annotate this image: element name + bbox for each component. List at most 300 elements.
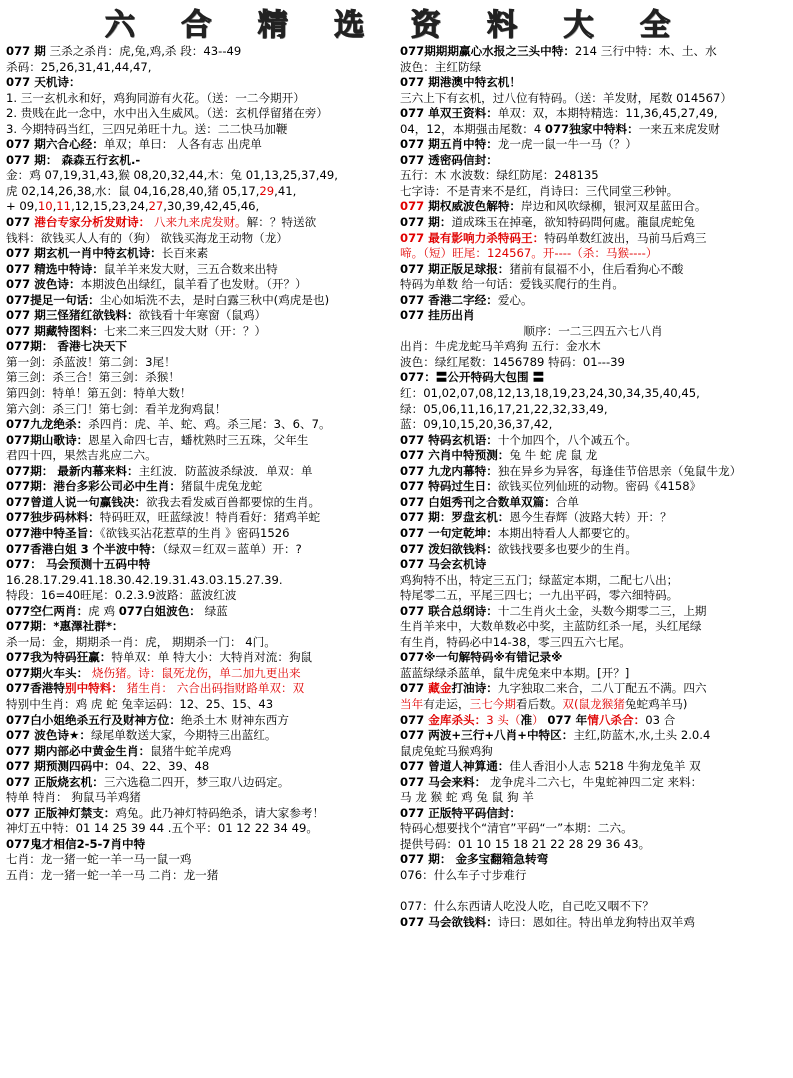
right-line-5-seg-0: 04，12，本期强击尾数：4 [400,121,545,136]
left-line-25-seg-1: 恩星入命四七吉，蟠枕熟时三五珠，父年生 [88,432,309,447]
right-line-25-seg-0: 077 特码玄机语： [400,432,498,447]
left-line-10-seg-2: , [52,199,57,214]
left-line-26 [6,448,392,464]
left-line-38 [6,635,392,651]
right-line-31-seg-1: 本期出特看人人都要它的。 [497,525,637,540]
left-line-1-seg-0: 杀码：25,26,31,41,44,47, [6,59,152,74]
right-line-42-seg-1: 有走运， [423,696,470,711]
left-line-30 [6,510,392,526]
right-line-28-seg-0: 077 特码过生日： [400,479,498,494]
right-line-56-seg-1: 诗曰：恩如往。特出单龙狗特出双羊鸡 [497,914,695,929]
right-line-43-seg-3: 准 [520,712,533,727]
right-line-1 [400,60,786,76]
right-line-14-seg-0: 077 期正版足球报： [400,261,510,276]
right-line-47-seg-1: 龙争虎斗二六七，牛鬼蛇神四二定 来料： [486,774,703,789]
right-line-16-seg-0: 077 香港二字经： [400,292,498,307]
right-line-30-seg-0: 077 期：罗盘玄机： [400,510,510,525]
right-line-52 [400,852,786,868]
right-line-15 [400,277,786,293]
left-line-53-seg-0: 五肖：龙一猪一蛇一羊一马 二肖：龙一猪 [6,867,219,882]
right-line-44-seg-0: 077 两波+三行+八肖+中特区： [400,728,574,743]
right-line-10-seg-2: 岸边和风吹绿柳，银河双星蓝田合。 [521,199,707,214]
left-line-14-seg-0: 077 精选中特诗： [6,261,104,276]
left-line-16-seg-0: 077提足一句话： [6,292,100,307]
left-line-42-seg-0: 特别中生肖：鸡 虎 蛇 兔幸运码：12、25、15、43 [6,696,274,711]
left-line-40-seg-0: 077期火车头： [6,665,89,680]
left-line-16-seg-1: 尘心如垢洗不去，是时白露三秋中(鸡虎是也) [99,292,330,307]
right-line-4 [400,106,786,122]
right-line-7-seg-0: 077 透密码信封： [400,152,498,167]
left-line-7-seg-0: 077 期： 森森五行玄机.- [6,152,141,167]
left-line-12 [6,231,392,247]
left-line-33 [6,557,392,573]
right-line-32 [400,542,786,558]
left-line-27-seg-1: 主红波．防蓝波杀绿波．单双：单 [138,463,313,478]
left-line-17 [6,308,392,324]
left-line-9-seg-0: 虎 02,14,26,38,水：鼠 04,16,28,40,猪 05,17, [6,183,260,198]
left-line-3 [6,91,392,107]
left-line-41-seg-0: 077香港特 [6,681,65,696]
right-line-43-seg-4: ） [532,712,544,727]
right-line-27-seg-1: 独在异乡为异客，每逢佳节倍思亲（兔鼠牛龙） [497,463,742,478]
left-line-10-seg-0: + 09, [6,199,38,214]
right-line-46 [400,759,786,775]
right-line-29-seg-0: 077 白姐秀刊之合数单双篇： [400,494,556,509]
left-line-15-seg-1: 本期波色出绿红，鼠羊看了也发财。（开？） [80,277,307,292]
right-line-39 [400,650,786,666]
left-line-34-seg-0: 16.28.17.29.41.18.30.42.19.31.43.03.15.27.39. [6,572,283,587]
left-line-19 [6,339,392,355]
left-line-11 [6,215,392,231]
right-line-43-seg-7: 情八杀合： [587,712,646,727]
right-line-38 [400,635,786,651]
right-line-41-seg-2: 打油诗： [451,681,498,696]
left-line-9-seg-1: 29 [259,183,275,198]
right-line-14 [400,262,786,278]
left-line-7 [6,153,392,169]
right-line-18-seg-0: 顺序：一二三四五六七八肖 [523,323,663,338]
left-line-36-seg-0: 077空仁两肖： [6,603,89,618]
left-line-35-seg-0: 特段：16=40旺尾：0.2.3.9波路：蓝波红波 [6,588,237,603]
right-line-43-seg-8: 03 合 [645,712,676,727]
left-line-47-seg-0: 077 正版烧玄机： [6,774,104,789]
right-line-42-seg-2: 三七今期 [469,696,516,711]
right-line-30 [400,510,786,526]
left-line-32 [6,542,392,558]
right-line-32-seg-1: 欲钱找要多也要少的生肖。 [497,541,637,556]
left-line-21 [6,370,392,386]
right-line-4-seg-1: 单双：双，本期特精选：11,36,45,27,49, [497,106,718,121]
right-line-35 [400,588,786,604]
left-line-52-seg-0: 七肖：龙一猪一蛇一羊一马一鼠一鸡 [6,852,192,867]
right-line-37 [400,619,786,635]
left-line-52 [6,852,392,868]
content-columns [6,44,787,930]
left-line-23-seg-0: 第六剑：杀三门！第七剑：看羊龙狗鸡鼠！ [6,401,227,416]
left-line-27 [6,464,392,480]
right-line-33 [400,557,786,573]
left-line-49 [6,806,392,822]
right-line-23-seg-0: 绿：05,06,11,16,17,21,22,32,33,49, [400,401,608,416]
left-line-13-seg-1: 长百来素 [161,246,209,261]
left-line-13-seg-0: 077 期玄机一肖中特玄机诗： [6,246,162,261]
left-line-44-seg-0: 077 波色诗★： [6,728,92,743]
right-line-40 [400,666,786,682]
left-line-45-seg-0: 077 期内部必中黄金生肖： [6,743,151,758]
left-line-11-seg-1: 港台专家分析发财诗： [34,215,151,230]
right-line-31-seg-0: 077 一句定乾坤： [400,525,498,540]
left-line-48 [6,790,392,806]
right-line-50 [400,821,786,837]
right-line-41-seg-1: 藏金 [428,681,452,696]
left-line-29-seg-0: 077曾道人说一句赢钱决： [6,494,147,509]
right-line-24 [400,417,786,433]
left-line-13 [6,246,392,262]
right-line-36-seg-0: 077 联合总纲诗： [400,603,498,618]
left-line-46-seg-0: 077 期预测四码中： [6,759,116,774]
right-line-43-seg-0: 077 [400,712,429,727]
right-line-41 [400,681,786,697]
right-line-38-seg-0: 有生肖，特码必中14-38，零三四五六七尾。 [400,634,631,649]
right-line-13 [400,246,786,262]
left-line-49-seg-0: 077 正版神灯禁支： [6,805,116,820]
left-line-3-seg-0: 1. 三一玄机永和好，鸡狗同游有火花。（送：一二今期开） [6,90,305,105]
right-line-52-seg-0: 077 期： 金多宝翻箱急转弯 [400,852,549,867]
right-line-54 [400,884,786,900]
left-line-19-seg-0: 077期： 香港七决天下 [6,339,127,354]
right-line-2 [400,75,786,91]
left-line-36 [6,604,392,620]
right-line-5-seg-2: 一来五来虎发财 [638,121,720,136]
right-line-45 [400,744,786,760]
right-line-39-seg-0: 077※一句解特码※有错记录※ [400,650,563,665]
left-line-15-seg-0: 077 波色诗： [6,277,81,292]
left-line-12-seg-0: 钱料：欲钱买人人有的（狗） 欲钱买海龙王动物（龙） [6,230,288,245]
left-line-10-seg-6: ,30,39,42,45,46, [163,199,260,214]
left-line-9-seg-2: ,41, [274,183,297,198]
left-line-39-seg-1: 特单双：单 特大小：大特肖对流：狗鼠 [111,650,313,665]
right-column [400,44,786,930]
left-line-31 [6,526,392,542]
left-line-18-seg-1: 七来二来三四发大财（开：？） [103,323,267,338]
right-line-36-seg-1: 十二生肖火土金，头数今期零二三，上期 [497,603,707,618]
left-line-0 [6,44,392,60]
right-line-55 [400,899,786,915]
right-line-25-seg-1: 十个加四个，八个减五个。 [497,432,637,447]
right-line-32-seg-0: 077 泼妇欲钱料： [400,541,498,556]
right-line-16 [400,293,786,309]
left-line-36-seg-1: 虎 鸡 [88,603,119,618]
right-line-9-seg-0: 七字诗：不是青来不是红，肖诗曰：三代同堂三秒钟。 [400,183,679,198]
left-line-43 [6,713,392,729]
left-line-24 [6,417,392,433]
right-line-43 [400,713,786,729]
left-line-11-seg-2: 八来九来虎发财。 [150,215,247,230]
left-line-23 [6,402,392,418]
right-line-42 [400,697,786,713]
right-line-6-seg-0: 077 期五肖中特： [400,137,498,152]
right-line-18 [400,324,786,340]
left-line-24-seg-0: 077九龙绝杀： [6,417,89,432]
left-line-11-seg-0: 077 [6,215,35,230]
right-line-34 [400,573,786,589]
left-line-28-seg-0: 077期：港台多彩公司必中生肖： [6,479,181,494]
right-line-27-seg-0: 077 九龙内幕特： [400,463,498,478]
page-title: 六 合 精 选 资 料 大 全 [104,8,689,43]
left-line-20-seg-0: 第一剑：杀蓝波！第二剑：3尾！ [6,354,176,369]
left-line-1 [6,60,392,76]
left-line-39-seg-0: 077我为特码狂赢： [6,650,112,665]
left-line-47-seg-1: 三六选稳二四开，梦三取八边码定。 [103,774,290,789]
left-line-35 [6,588,392,604]
right-line-48-seg-0: 马 龙 猴 蛇 鸡 兔 鼠 狗 羊 [400,790,534,805]
left-line-37 [6,619,392,635]
right-line-19 [400,339,786,355]
left-line-32-seg-0: 077香港白姐 3 个半波中特： [6,541,163,556]
left-line-44 [6,728,392,744]
right-line-36 [400,604,786,620]
right-line-29-seg-1: 合单 [555,494,579,509]
left-line-31-seg-0: 077港中特圣旨： [6,525,100,540]
right-line-37-seg-0: 生肖羊来中，大数单数必中奖，主蓝防红杀一尾，头红尾绿 [400,619,702,634]
right-line-40-seg-0: 蓝蓝绿绿杀蓝单，鼠牛虎兔来中本期。[开？] [400,665,630,680]
left-line-36-seg-2: 077白姐波色： [118,603,201,618]
left-line-46-seg-1: 04、22、39、48 [115,759,210,774]
left-line-28 [6,479,392,495]
right-line-12-seg-1: 特码单数红波出，马前马后鸡三 [544,230,707,245]
right-line-44-seg-1: 主红,防蓝木,水,土头 2.0.4 [573,728,711,743]
right-line-43-seg-6: 077 年 [547,712,588,727]
right-line-2-seg-0: 077 期港澳中特玄机！ [400,75,521,90]
right-line-10 [400,199,786,215]
left-line-36-seg-3: 绿蓝 [200,603,228,618]
right-line-48 [400,790,786,806]
left-line-8-seg-0: 金：鸡 07,19,31,43,猴 08,20,32,44,木：兔 01,13,25,37,49, [6,168,338,183]
left-line-44-seg-1: 绿尾单数送大家，今期特三出蓝红。 [91,728,277,743]
right-line-28 [400,479,786,495]
right-line-5 [400,122,786,138]
left-line-17-seg-1: 欲钱看十年寒窗（鼠鸡） [138,308,267,323]
right-line-24-seg-0: 蓝：09,10,15,20,36,37,42, [400,417,553,432]
right-line-51-seg-0: 提供号码：01 10 15 18 21 22 28 29 36 43。 [400,836,651,851]
left-line-22-seg-0: 第四剑：特单！第五剑：特单大数！ [6,386,192,401]
left-line-29 [6,495,392,511]
left-line-16 [6,293,392,309]
right-line-13-seg-0: 啼。（短）旺尾：124567。开----（杀：马猴----） [400,246,658,261]
left-line-50-seg-0: 神灯五中特：01 14 25 39 44 .五个平：01 12 22 34 49。 [6,821,318,836]
left-line-8 [6,168,392,184]
left-line-43-seg-1: 绝杀土木 财神东西方 [180,712,289,727]
right-line-12-seg-0: 077 最有影响力杀特码王： [400,230,545,245]
left-line-9 [6,184,392,200]
right-line-3-seg-0: 三六上下有玄机，过八位有特码。（送：羊发财，尾数 014567） [400,90,732,105]
right-line-0-seg-1: 214 三行中特：木、土、水 [574,44,717,58]
right-line-8-seg-0: 五行：木 水波数：绿红防尾：248135 [400,168,599,183]
left-line-28-seg-1: 猪鼠牛虎兔龙蛇 [180,479,263,494]
left-line-47 [6,775,392,791]
right-line-11-seg-1: 道成珠玉在掉毫，欲知特码問何處。龍鼠虎蛇兔 [451,215,695,230]
right-line-26-seg-1: 兔 牛 蛇 虎 鼠 龙 [509,448,598,463]
right-line-44 [400,728,786,744]
right-line-53-seg-0: 076：什么车子寸步难行 [400,867,527,882]
right-line-11-seg-0: 077 期： [400,215,452,230]
right-line-14-seg-1: 猪前有鼠福不小，住后看狗心不酸 [509,261,684,276]
left-line-6 [6,137,392,153]
right-line-42-seg-3: 看后数。 [515,696,563,711]
left-line-38-seg-0: 杀一局：金，期期杀一肖：虎， 期期杀一门： 4门。 [6,634,276,649]
right-line-0-seg-0: 077期期期赢心水报之三头中特： [400,44,575,58]
left-line-34 [6,573,392,589]
right-line-43-seg-1: 金库杀头： [428,712,487,727]
right-line-19-seg-0: 出肖：牛虎龙蛇马羊鸡狗 五行：金水木 [400,339,601,354]
left-line-5 [6,122,392,138]
left-line-43-seg-0: 077白小姐绝杀五行及财神方位： [6,712,181,727]
right-line-23 [400,402,786,418]
right-line-47 [400,775,786,791]
left-line-11-seg-3: 解：？特送欲 [246,215,317,230]
left-line-37-seg-0: 077期：*惠澤社群*： [6,619,124,634]
right-line-21-seg-0: 077：〓公开特码大包围 〓 [400,370,545,385]
right-line-10-seg-0: 077 [400,199,429,214]
right-line-1-seg-0: 波色：主红防绿 [400,59,482,74]
right-line-29 [400,495,786,511]
left-line-51-seg-0: 077鬼才相信2-5-7肖中特 [6,836,146,851]
right-line-26 [400,448,786,464]
left-line-17-seg-0: 077 期三怪猪红欲钱料： [6,308,139,323]
right-line-35-seg-0: 特尾零二五，平尾三四七；一九出平码，零六细特码。 [400,588,679,603]
left-line-18 [6,324,392,340]
left-line-45 [6,744,392,760]
right-line-47-seg-0: 077 马会来料： [400,774,487,789]
left-line-48-seg-0: 特单 特肖： 狗鼠马羊鸡猪 [6,790,141,805]
right-line-12 [400,231,786,247]
right-line-30-seg-1: 恩今生春辉（波路大转）开：？ [509,510,672,525]
left-line-0-seg-1: 三杀之杀肖：虎,兔,鸡,杀 段：43--49 [45,44,242,58]
right-line-27 [400,464,786,480]
left-line-15 [6,277,392,293]
left-line-42 [6,697,392,713]
right-line-21 [400,370,786,386]
left-line-25 [6,433,392,449]
left-line-10-seg-5: 27 [148,199,164,214]
right-line-25 [400,433,786,449]
right-line-49-seg-0: 077 正版特平码信封： [400,805,521,820]
right-line-46-seg-0: 077 曾道人神算通： [400,759,510,774]
right-line-6 [400,137,786,153]
left-line-25-seg-0: 077期山歌诗： [6,432,89,447]
left-column [6,44,392,930]
right-line-42-seg-4: 双(鼠龙猴猪 [562,696,625,711]
left-line-41-seg-2: 猪生肖： 六合出码指财路单双：双 [122,681,305,696]
right-line-20 [400,355,786,371]
right-line-7 [400,153,786,169]
left-line-51 [6,837,392,853]
left-line-20 [6,355,392,371]
right-line-34-seg-0: 鸡狗特不出，特定三五门；绿蓝定本期，二配七八出； [400,572,679,587]
left-line-24-seg-1: 杀四肖：虎、羊、蛇、鸡。杀三尾：3、6、7。 [88,417,331,432]
left-line-10-seg-4: ,12,15,23,24, [71,199,149,214]
right-line-56 [400,915,786,931]
left-line-33-seg-0: 077： 马会预测十五码中特 [6,557,151,572]
right-line-41-seg-3: 九字独取二来合，二八丁配五不满。四六 [497,681,707,696]
left-line-6-seg-0: 077 期六合心经： [6,137,104,152]
right-line-6-seg-1: 龙一虎一鼠一牛一马（？） [497,137,637,152]
right-line-51 [400,837,786,853]
left-line-40 [6,666,392,682]
left-line-2 [6,75,392,91]
right-line-42-seg-5: 兔蛇鸡羊马) [624,696,688,711]
right-line-31 [400,526,786,542]
right-line-20-seg-0: 波色：绿红尾数：1456789 特码：01---39 [400,354,625,369]
left-line-29-seg-1: 欲我去看发威百兽都要惊的生肖。 [146,494,321,509]
left-line-4-seg-0: 2. 贵贱在此一念中，水中出入生威风。（送：玄机俘留猪在旁） [6,106,328,121]
right-line-55-seg-0: 077：什么东西请人吃没人吃，自己吃又咽不下？ [400,899,655,914]
right-line-4-seg-0: 077 单双王资料： [400,106,498,121]
left-line-14-seg-1: 鼠羊羊来发大财，三五合数来出特 [103,261,278,276]
right-line-17-seg-0: 077 挂历出肖 [400,308,475,323]
left-line-27-seg-0: 077期： 最新内幕来料： [6,463,139,478]
right-line-10-seg-1: 期权威波色解特： [428,199,522,214]
left-line-41 [6,681,392,697]
left-line-0-seg-0: 077 期 [6,44,46,58]
left-line-32-seg-1: （绿双＝红双＝蓝单）开：? [162,541,302,556]
left-line-21-seg-0: 第三剑：杀三合！第三剑：杀猴！ [6,370,180,385]
left-line-18-seg-0: 077 期藏特图料： [6,323,104,338]
left-line-39 [6,650,392,666]
right-line-8 [400,168,786,184]
left-line-5-seg-0: 3. 今期特码当红，三四兄弟旺十九。送：二二快马加鞭 [6,121,288,136]
right-line-41-seg-0: 077 [400,681,429,696]
left-line-31-seg-1: 《欲钱买沾花惹草的生肖 》密码1526 [99,525,290,540]
left-line-4 [6,106,392,122]
left-line-41-seg-1: 别中特料： [64,681,123,696]
right-line-22-seg-0: 红：01,02,07,08,12,13,18,19,23,24,30,34,35,40,45, [400,386,700,401]
left-line-22 [6,386,392,402]
right-line-33-seg-0: 077 马会玄机诗 [400,557,487,572]
right-line-11 [400,215,786,231]
left-line-50 [6,821,392,837]
right-line-15-seg-0: 特码为单数 给一句话：爱钱买爬行的生肖。 [400,277,624,292]
right-line-42-seg-0: 当年 [400,696,424,711]
right-line-9 [400,184,786,200]
right-line-50-seg-0: 特码心想要找个“清官”平码“一”本期：二六。 [400,821,633,836]
left-line-30-seg-1: 特码旺双，旺蓝绿波！特肖看好：猪鸡羊蛇 [99,510,321,525]
right-line-49 [400,806,786,822]
left-line-14 [6,262,392,278]
right-line-17 [400,308,786,324]
left-line-26-seg-0: 君四十四，果然吉兆应二六。 [6,448,157,463]
right-line-0 [400,44,786,60]
left-line-46 [6,759,392,775]
right-line-3 [400,91,786,107]
left-line-40-seg-1: 烧伤猪。诗：鼠死龙伤，单二加九更出来 [88,665,301,680]
left-line-2-seg-0: 077 天机诗： [6,75,81,90]
left-line-6-seg-1: 单双；单曰： 人各有志 出虎单 [103,137,262,152]
left-line-49-seg-1: 鸡兔。此乃神灯特码绝杀，请大家参考！ [115,805,325,820]
right-line-26-seg-0: 077 六肖中特预测： [400,448,510,463]
left-line-10-seg-3: 11 [56,199,72,214]
right-line-5-seg-1: 077独家中特料： [544,121,639,136]
right-line-16-seg-1: 爱心。 [497,292,533,307]
left-line-10 [6,199,392,215]
left-line-10-seg-1: 10 [37,199,53,214]
right-line-22 [400,386,786,402]
right-line-56-seg-0: 077 马会欲钱料： [400,914,498,929]
right-line-46-seg-1: 佳人香泪小人志 5218 牛狗龙兔羊 双 [509,759,701,774]
right-line-43-seg-2: 3 头（ [486,712,521,727]
left-line-45-seg-1: 鼠猪牛蛇羊虎鸡 [150,743,232,758]
right-line-53 [400,868,786,884]
